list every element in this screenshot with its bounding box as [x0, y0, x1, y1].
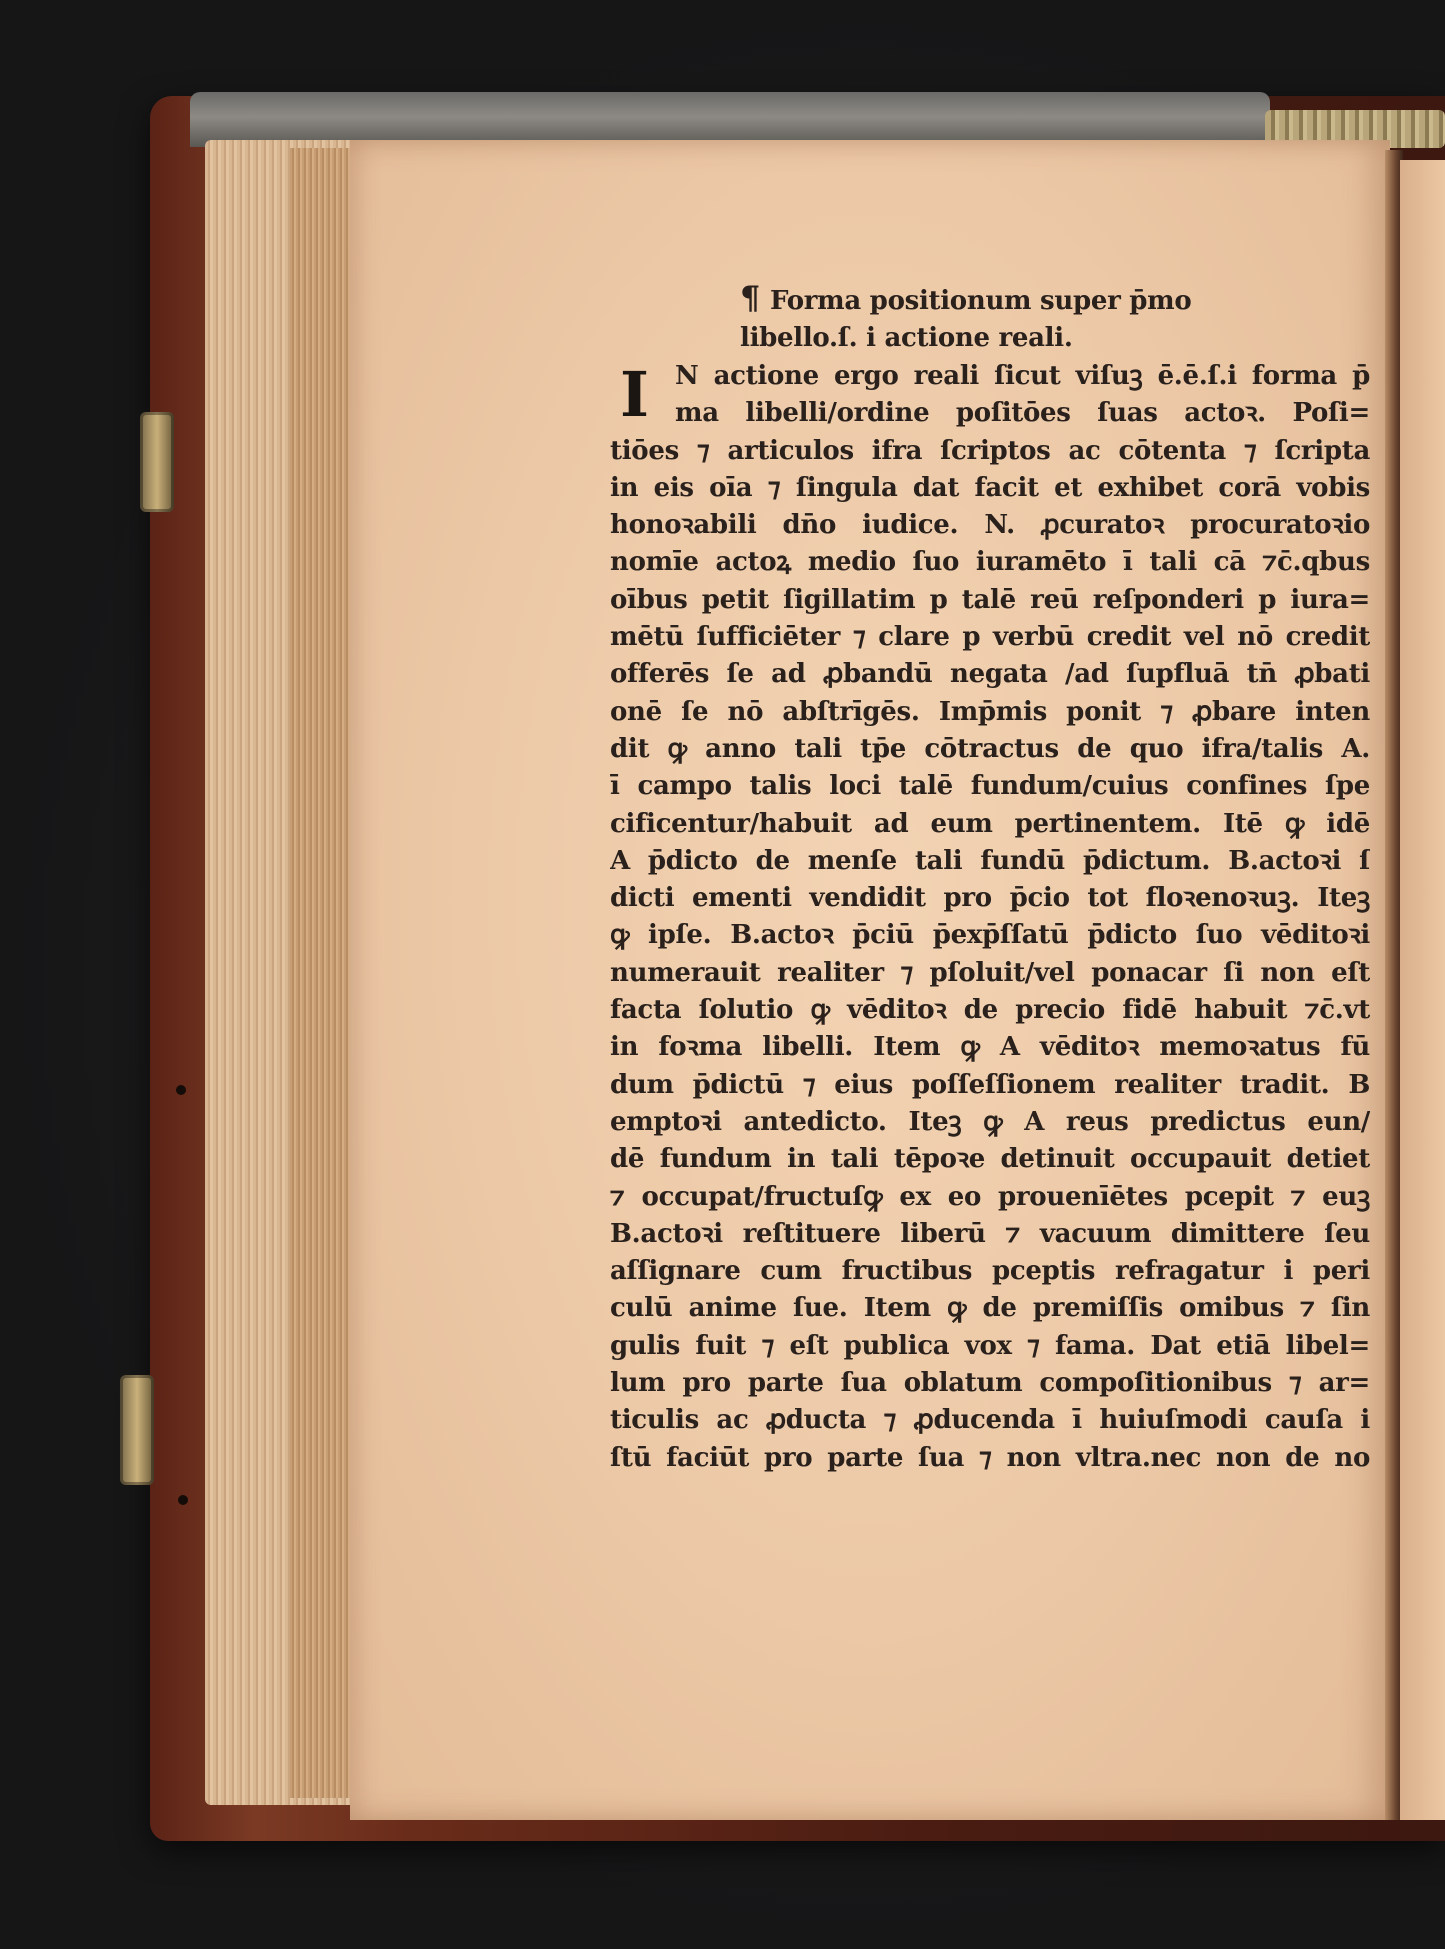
- nail-icon: [178, 1495, 188, 1505]
- body-line: tiōes ⁊ articulos ifra ſcriptos ac cōtenta ⁊ ſcripta: [610, 435, 1370, 466]
- body-paragraph: [610, 358, 1370, 1477]
- body-line: ī campo talis loci talē fundum/cuius confines ſpe: [610, 771, 1370, 802]
- body-line: cificentur/habuit ad eum pertinentem. Itē ꝙ idē: [610, 808, 1370, 839]
- clasp-icon: [120, 1375, 154, 1485]
- body-line: dē fundum in tali tēpoꝛe detinuit occupauit detiet: [610, 1144, 1370, 1175]
- body-line: mētū ſufficiēter ⁊ clare p verbū credit vel nō credit: [610, 622, 1370, 653]
- body-line: dicti ementi vendidit pro p̄cio tot floꝛenoꝛuꝫ. Iteꝫ: [610, 883, 1370, 914]
- facing-page-edge: [1400, 160, 1445, 1820]
- body-line: A p̄dicto de menſe tali fundū p̄dictum. B.actoꝛi ſ: [610, 845, 1370, 876]
- body-line: N actione ergo reali ſicut viſuꝫ ē.ē.ſ.i forma p̄: [675, 361, 1370, 391]
- body-line: aſſignare cum fructibus pceptis refragatur i peri: [610, 1256, 1370, 1287]
- body-line: in eis oīa ⁊ ſingula dat facit et exhibet corā vobis: [610, 472, 1370, 503]
- body-line: ſtū faciūt pro parte ſua ⁊ non vltra.nec non de no: [610, 1442, 1370, 1473]
- heading-line-1: ¶ Forma positionum super p̄mo: [740, 279, 1192, 317]
- nail-icon: [176, 1085, 186, 1095]
- body-line: in foꝛma libelli. Item ꝙ A vēditoꝛ memoꝛatus fū: [610, 1032, 1370, 1063]
- clasp-icon: [140, 412, 174, 512]
- initial-letter: I: [620, 358, 649, 431]
- pilcrow-icon: ¶: [740, 279, 761, 317]
- heading-line-2: libello.ſ. i actione reali.: [740, 323, 1073, 353]
- body-line: offerēs ſe ad ꝓbandū negata /ad ſupfluā tn̄ ꝓbati: [610, 659, 1370, 690]
- body-line: dum p̄dictū ⁊ eius poſſeſſionem realiter tradit. B: [610, 1069, 1370, 1100]
- body-line: lum pro parte ſua oblatum compoſitionibus ⁊ ar=: [610, 1368, 1370, 1399]
- body-line: dit ꝙ anno tali tp̄e cōtractus de quo ifra/talis A.: [610, 733, 1370, 764]
- body-line: ⁊ occupat/fructuſꝙ ex eo prouenīētes pcepit ⁊ euꝫ: [610, 1181, 1370, 1212]
- cover-top-edge: [190, 92, 1270, 147]
- body-line: B.actoꝛi reſtituere liberū ⁊ vacuum dimittere ſeu: [610, 1218, 1370, 1249]
- text-block: [610, 278, 1370, 1477]
- body-line: gulis fuit ⁊ eſt publica vox ⁊ fama. Dat etiā libel=: [610, 1330, 1370, 1361]
- body-line: numerauit realiter ⁊ pſoluit/vel ponacar ſi non eſt: [610, 957, 1370, 988]
- body-line: nomīe actoꝝ medio ſuo iuramēto ī tali cā ⁊c̄.qbus: [610, 547, 1370, 578]
- body-line: ma libelli/ordine poſitōes ſuas actoꝛ. Poſi=: [675, 398, 1370, 429]
- body-line: ticulis ac ꝓducta ⁊ ꝓducenda ī huiuſmodi cauſa i: [610, 1405, 1370, 1436]
- body-line: emptoꝛi antedicto. Iteꝫ ꝙ A reus predictus eun/: [610, 1106, 1370, 1137]
- body-line: oībus petit ſigillatim p talē reū reſponderi p iura=: [610, 584, 1370, 615]
- body-line: ꝙ ipſe. B.actoꝛ p̄ciū p̄exp̄ſſatū p̄dicto ſuo vēditoꝛi: [610, 920, 1370, 951]
- body-line: culū anime ſue. Item ꝙ de premiſſis omibus ⁊ ſin: [610, 1293, 1370, 1324]
- body-line: onē ſe nō abſtrīgēs. Imp̄mis ponit ⁊ ꝓbare inten: [610, 696, 1370, 727]
- body-line: honoꝛabili dn̄o iudice. N. ꝓcuratoꝛ procuratoꝛio: [610, 510, 1370, 541]
- body-line: facta ſolutio ꝙ vēditoꝛ de precio fidē habuit ⁊c̄.vt: [610, 995, 1370, 1026]
